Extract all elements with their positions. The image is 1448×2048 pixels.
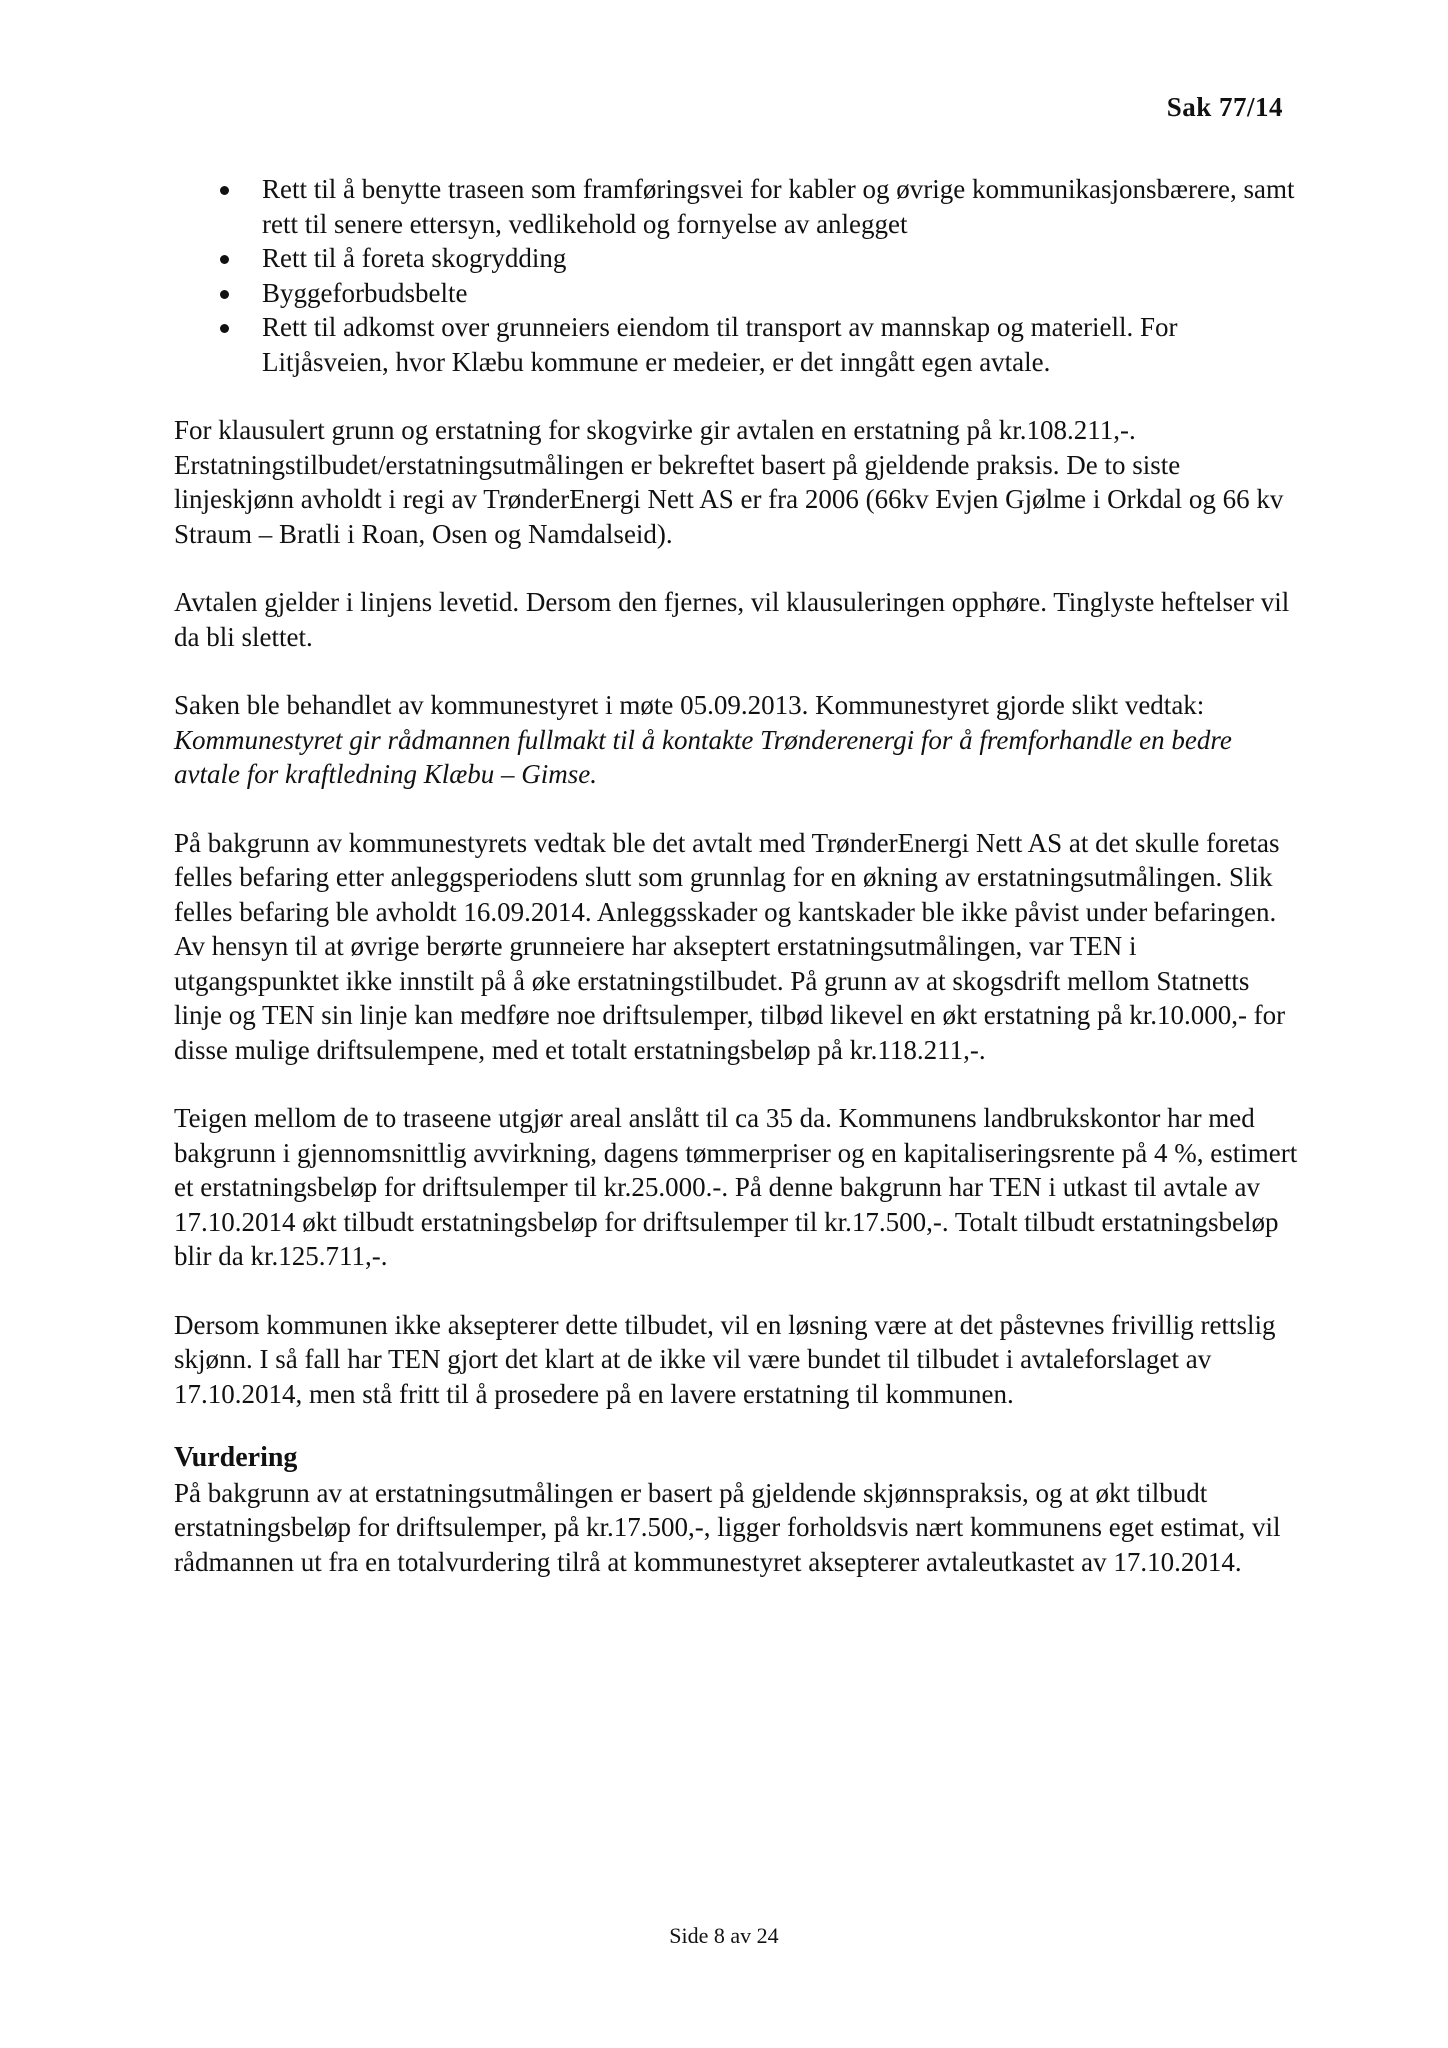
- list-item-text: Rett til adkomst over grunneiers eiendom til transport av mannskap og materiell. For Litjåsveien, hvor Klæbu kommune er medeier, er det inngått egen avtale.: [262, 312, 1178, 377]
- paragraph-assessment: På bakgrunn av at erstatningsutmålingen er basert på gjeldende skjønnspraksis, og at økt tilbudt erstatningsbeløp for driftsulemper, på kr.17.500,-, ligger forholdsvis nært kommunens eget estimat, vil rådmannen ut fra en totalvurdering tilrå at kommunestyret aksepterer avtaleutkastet av 17.10.2014.: [174, 1477, 1281, 1577]
- rights-list: [174, 172, 1299, 379]
- page-number: Side 8 av 24: [669, 1923, 779, 1948]
- paragraph-inspection: På bakgrunn av kommunestyrets vedtak ble det avtalt med TrønderEnergi Nett AS at det skulle foretas felles befaring etter anleggsperiodens slutt som grunnlag for en økning av erstatningsutmålingen. Slik felles befaring ble avholdt 16.09.2014. Anleggsskader og kantskader ble ikke påvist under befaringen. Av hensyn til at øvrige berørte grunneiere har akseptert erstatningsutmålingen, var TEN i utgangspunktet ikke innstilt på å øke erstatningstilbudet. På grunn av at skogsdrift mellom Statnetts linje og TEN sin linje kan medføre noe driftsulemper, tilbød likevel en økt erstatning på kr.10.000,- for disse mulige driftsulempene, med et totalt erstatningsbeløp på kr.118.211,-.: [174, 827, 1286, 1065]
- council-decision-quote: Kommunestyret gir rådmannen fullmakt til å kontakte Trønderenergi for å fremforhandle en bedre avtale for kraftledning Klæbu – Gimse.: [174, 724, 1232, 789]
- bullet-icon: [220, 255, 229, 264]
- list-item: [174, 310, 1299, 379]
- bullet-icon: [220, 290, 229, 299]
- bullet-icon: [220, 324, 229, 333]
- paragraph-compensation: For klausulert grunn og erstatning for skogvirke gir avtalen en erstatning på kr.108.211,-. Erstatningstilbudet/erstatningsutmålingen er bekreftet basert på gjeldende praksis. De to siste linjeskjønn avholdt i regi av TrønderEnergi Nett AS er fra 2006 (66kv Evjen Gjølme i Orkdal og 66 kv Straum – Bratli i Roan, Osen og Namdalseid).: [174, 415, 1284, 549]
- case-number: Sak 77/14: [1166, 92, 1283, 122]
- list-item: [174, 172, 1299, 241]
- document-body: [174, 172, 1299, 1579]
- paragraph-duration: Avtalen gjelder i linjens levetid. Dersom den fjernes, vil klausuleringen opphøre. Tinglyste heftelser vil da bli slettet.: [174, 587, 1290, 652]
- paragraph-area-estimate: Teigen mellom de to traseene utgjør areal anslått til ca 35 da. Kommunens landbrukskontor har med bakgrunn i gjennomsnittlig avvirkning, dagens tømmerpriser og en kapitaliseringsrente på 4 %, estimert et erstatningsbeløp for driftsulemper til kr.25.000.-. På denne bakgrunn har TEN i utkast til avtale av 17.10.2014 økt tilbudt erstatningsbeløp for driftsulemper til kr.17.500,-. Totalt tilbudt erstatningsbeløp blir da kr.125.711,-.: [174, 1103, 1298, 1271]
- list-item-text: Rett til å foreta skogrydding: [262, 243, 567, 273]
- paragraph-council-decision: Saken ble behandlet av kommunestyret i møte 05.09.2013. Kommunestyret gjorde slikt vedtak:: [174, 690, 1205, 720]
- list-item: [174, 241, 1299, 276]
- section-heading-assessment: Vurdering: [174, 1442, 298, 1473]
- list-item-text: Byggeforbudsbelte: [262, 277, 468, 308]
- bullet-icon: [220, 186, 229, 195]
- list-item-text: Rett til å benytte traseen som framføringsvei for kabler og øvrige kommunikasjonsbærere, samt rett til senere ettersyn, vedlikehold og fornyelse av anlegget: [262, 174, 1295, 239]
- paragraph-alternative: Dersom kommunen ikke aksepterer dette tilbudet, vil en løsning være at det påstevnes frivillig rettslig skjønn. I så fall har TEN gjort det klart at de ikke vil være bundet til tilbudet i avtaleforslaget av 17.10.2014, men stå fritt til å prosedere på en lavere erstatning til kommunen.: [174, 1309, 1276, 1409]
- list-item: [174, 276, 1299, 311]
